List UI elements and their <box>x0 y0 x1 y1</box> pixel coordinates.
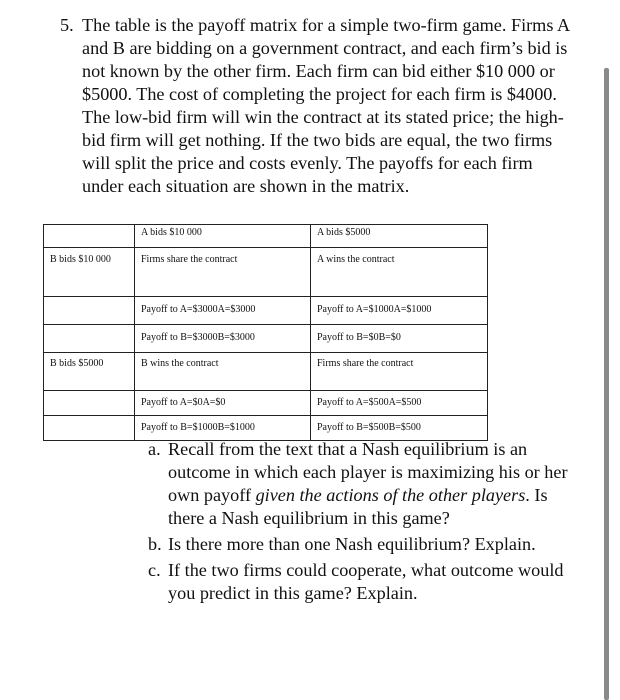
table-row <box>44 325 488 353</box>
payoff-cell: Payoff to A=$0A=$0 <box>135 391 311 416</box>
col-header-a-10000: A bids $10 000 <box>135 225 311 248</box>
payoff-cell: Payoff to A=$500A=$500 <box>311 391 488 416</box>
col-header-a-5000: A bids $5000 <box>311 225 488 248</box>
outcome-cell: A wins the contract <box>311 248 488 297</box>
table-row <box>44 353 488 391</box>
subquestion-label: b. <box>148 534 162 554</box>
empty-cell <box>44 391 135 416</box>
question-5 <box>60 14 570 198</box>
payoff-cell: Payoff to B=$3000B=$3000 <box>135 325 311 353</box>
outcome-cell: Firms share the contract <box>311 353 488 391</box>
payoff-cell: Payoff to B=$0B=$0 <box>311 325 488 353</box>
subquestion-text: If the two firms could cooperate, what outcome would you predict in this game? Explain. <box>168 560 564 603</box>
empty-cell <box>44 325 135 353</box>
vertical-scrollbar[interactable] <box>604 68 609 700</box>
subquestions <box>148 438 568 608</box>
subquestion-b <box>148 533 568 556</box>
subquestion-label: c. <box>148 560 161 580</box>
subquestion-text: Is there more than one Nash equilibrium? Explain. <box>168 534 536 554</box>
empty-corner-cell <box>44 225 135 248</box>
row-header-b-5000: B bids $5000 <box>44 353 135 391</box>
empty-cell <box>44 297 135 325</box>
outcome-cell: Firms share the contract <box>135 248 311 297</box>
payoff-matrix-table <box>43 224 488 441</box>
header-row <box>44 225 488 248</box>
subquestion-a <box>148 438 568 530</box>
table-row <box>44 416 488 441</box>
subquestion-italic-text: given the actions of the other players <box>255 485 526 505</box>
payoff-cell: Payoff to A=$3000A=$3000 <box>135 297 311 325</box>
question-text: The table is the payoff matrix for a simple two-firm game. Firms A and B are bidding on a government contract, and each firm’s bid is not known by the other firm. Each firm can bid either $10 000 or $5000. The cost of completing the project for each firm is $4000. The low-bid firm will win the contract at its stated price; the high-bid firm will get nothing. If the two bids are equal, the two firms will split the price and costs evenly. The payoffs for each firm under each situation are shown in the matrix. <box>82 15 570 196</box>
subquestion-text-end: . Is there a Nash equilibrium in this game? <box>168 485 548 528</box>
table-row <box>44 248 488 297</box>
subquestion-text-start: Recall from the text that a Nash equilibrium is an outcome in which each player is maximizing his or her own payoff <box>168 439 568 505</box>
outcome-cell: B wins the contract <box>135 353 311 391</box>
payoff-cell: Payoff to B=$500B=$500 <box>311 416 488 441</box>
subquestion-c <box>148 559 568 605</box>
table-row <box>44 391 488 416</box>
payoff-cell: Payoff to B=$1000B=$1000 <box>135 416 311 441</box>
table-row <box>44 297 488 325</box>
subquestion-text <box>168 438 568 530</box>
subquestion-label: a. <box>148 439 161 459</box>
payoff-cell: Payoff to A=$1000A=$1000 <box>311 297 488 325</box>
question-number: 5. <box>60 15 74 35</box>
empty-cell <box>44 416 135 441</box>
row-header-b-10000: B bids $10 000 <box>44 248 135 297</box>
